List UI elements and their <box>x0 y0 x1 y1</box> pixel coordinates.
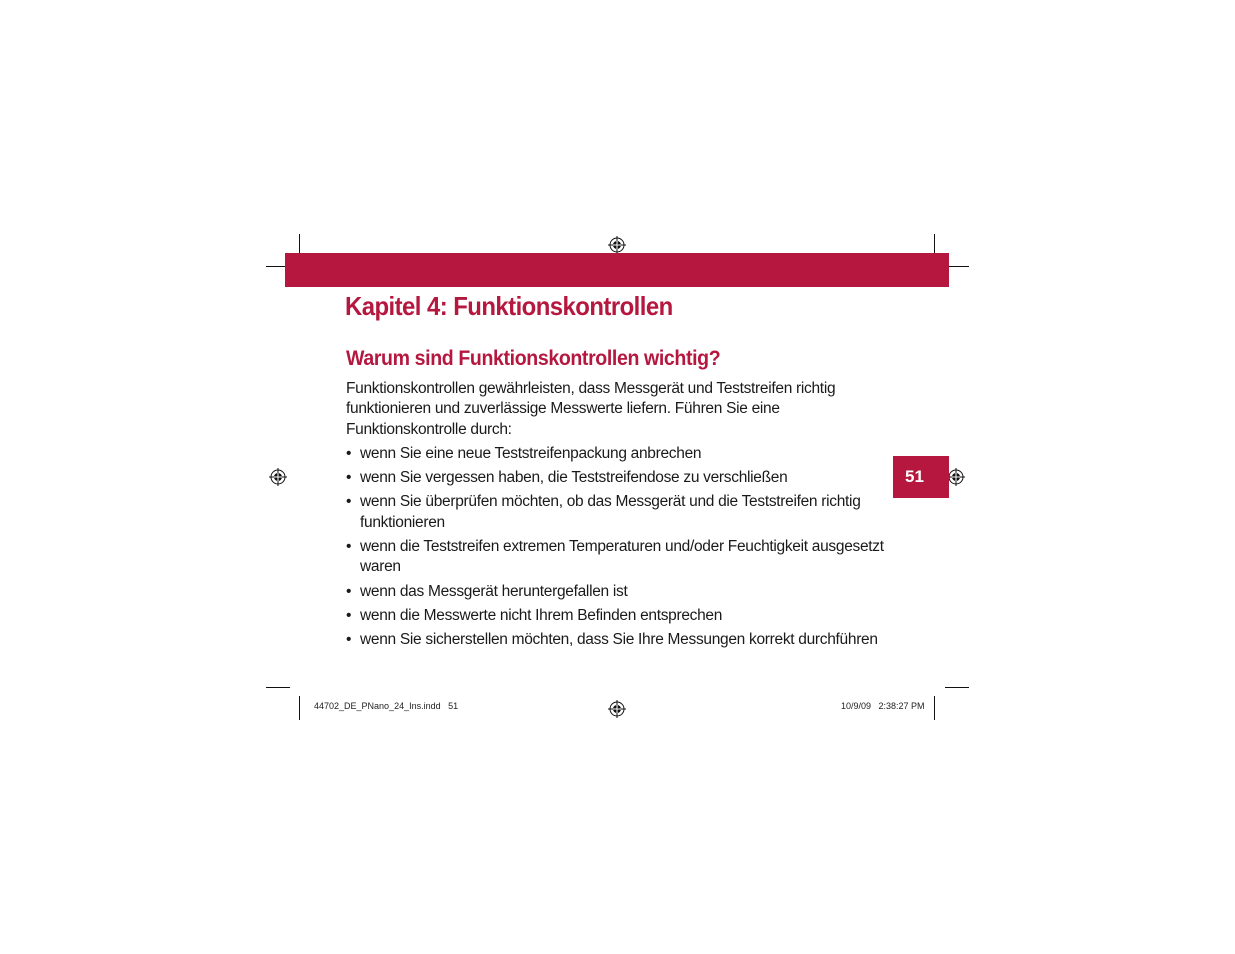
list-item <box>346 444 891 464</box>
bullet-dot: • <box>346 469 352 487</box>
bullet-dot: • <box>346 444 352 462</box>
registration-mark-icon <box>608 236 626 254</box>
page-number: 51 <box>905 467 924 486</box>
bullet-dot: • <box>346 538 352 556</box>
chapter-title: Kapitel 4: Funktionskontrollen <box>345 291 673 321</box>
list-item <box>346 468 891 488</box>
section-content <box>346 347 906 651</box>
section-heading: Warum sind Funktionskontrollen wichtig? <box>346 347 721 370</box>
slug-filename: 44702_DE_PNano_24_Ins.indd 51 <box>314 701 459 711</box>
registration-mark-icon <box>608 700 626 718</box>
list-item-text: wenn die Messwerte nicht Ihrem Befinden entsprechen <box>360 606 723 624</box>
list-item-text: wenn die Teststreifen extremen Temperaturen und/oder Feuchtigkeit ausgesetzt waren <box>360 538 884 576</box>
crop-mark-bottom-right-horizontal <box>945 687 969 688</box>
bullet-list <box>346 444 891 651</box>
intro-paragraph: Funktionskontrollen gewährleisten, dass Messgerät und Teststreifen richtig funktionieren und zuverlässige Messwerte liefern. Führen Sie eine Funktionskontrolle durch: <box>346 380 836 438</box>
list-item <box>346 492 891 533</box>
list-item <box>346 537 891 578</box>
list-item-text: wenn Sie überprüfen möchten, ob das Messgerät und die Teststreifen richtig funktionieren <box>360 493 861 531</box>
list-item <box>346 630 891 650</box>
list-item-text: wenn Sie vergessen haben, die Teststreifendose zu verschließen <box>360 469 788 487</box>
bullet-dot: • <box>346 606 352 624</box>
slug-datetime: 10/9/09 2:38:27 PM <box>841 701 925 711</box>
page-number-box <box>893 456 949 498</box>
crop-mark-bottom-left-horizontal <box>266 687 290 688</box>
bullet-dot: • <box>346 631 352 649</box>
registration-mark-icon <box>947 468 965 486</box>
list-item <box>346 606 891 626</box>
bullet-dot: • <box>346 582 352 600</box>
header-color-band <box>285 253 949 287</box>
crop-mark-bottom-left-vertical <box>299 696 300 720</box>
list-item-text: wenn Sie eine neue Teststreifenpackung anbrechen <box>360 444 702 462</box>
list-item-text: wenn das Messgerät heruntergefallen ist <box>360 582 628 600</box>
list-item <box>346 582 891 602</box>
registration-mark-icon <box>269 468 287 486</box>
bullet-dot: • <box>346 493 352 511</box>
crop-mark-bottom-right-vertical <box>934 696 935 720</box>
list-item-text: wenn Sie sicherstellen möchten, dass Sie Ihre Messungen korrekt durchführen <box>360 631 878 649</box>
